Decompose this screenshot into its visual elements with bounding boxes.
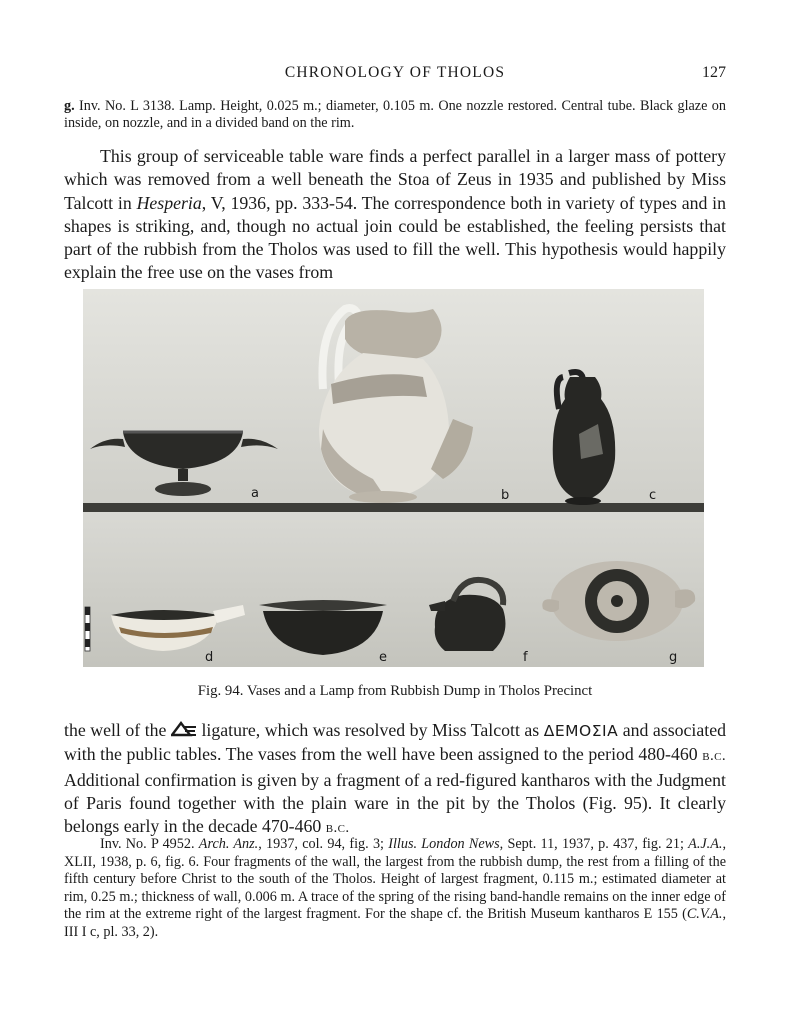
entry-text: Inv. No. L 3138. Lamp. Height, 0.025 m.; diameter, 0.105 m. One nozzle restored. Central tube. Black glaze on inside, on nozzle, and in a divided band on the rim. (64, 98, 726, 132)
figure-caption: Fig. 94. Vases and a Lamp from Rubbish Dump in Tholos Precinct (197, 683, 593, 699)
figure-photo (83, 289, 704, 667)
paragraph-2-text-d: Additional confirmation is given by a fragment of a red-figured kantharos with the Judgment of Paris found together with the plain ware in the pit by the Tholos (Fig. 95). It clearly belongs early in the decade 470-460 (64, 769, 726, 837)
journal-title: Hesperia (136, 192, 202, 213)
ligature-icon (171, 721, 197, 737)
paragraph-1 (64, 145, 726, 285)
running-title: CHRONOLOGY OF THOLOS (284, 64, 506, 81)
entry-label: g. (64, 98, 75, 114)
label-c: c (649, 488, 657, 503)
paragraph-2-text: the well of the (64, 720, 171, 740)
shelf-edge (83, 503, 704, 512)
paragraph-1-text-cont: , V, 1936, pp. 333-54. The correspondence both in variety of types and in shapes is striking, and, though no actual join could be established, the feeling persists that part of the rubbish from the Tholos was used to fill the well. This hypothesis would happily explain the free use on the vases from (64, 192, 727, 283)
label-d: d (205, 650, 214, 665)
label-f: f (523, 650, 528, 665)
label-g: g (669, 650, 678, 665)
label-b: b (501, 488, 510, 503)
citation-cva: C.V.A. (686, 906, 723, 923)
label-e: e (379, 650, 387, 665)
paragraph-2-text-b: ligature, which was resolved by Miss Talcott as (196, 720, 544, 740)
paragraph-1-text: This group of serviceable table ware finds a perfect parallel in a larger mass of pottery which was removed from a well beneath the Stoa of Zeus in 1935 and published by Miss Talcott in (64, 146, 726, 213)
footnote: Inv. No. P 4952. Arch. Anz., 1937, col. 94, fig. 3; Illus. London News, Sept. 11, 1937, p. 437, fig. 21; A.J.A., XLII, 1938, p. 6, fig. 6. Four fragments of the wall, the largest from the rubbish dump, the rest from a filling of the fifth century before Christ to the south of the Tholos. Height of largest fragment, 0.115 m.; estimated diameter at rim, 0.25 m.; thickness of wall, 0.006 m. A trace of the spring of the rising band-handle remains on the inner edge of the rim at the extreme right of the largest fragment. For the shape cf. the British Museum kantharos E 155 (C.V.A., III I c, pl. 33, 2). (64, 836, 726, 940)
citation-arch-anz: Arch. Anz. (198, 836, 259, 852)
page-number: 127 (702, 64, 726, 81)
era-abbrev: b.c. (702, 748, 726, 765)
paragraph-2-text-c: and associated with the public tables. The vases from the well have been assigned to the period 480-460 (64, 720, 726, 765)
citation-aja: A.J.A. (688, 836, 723, 852)
greek-word: ΔΕΜΟΣΙΑ (543, 722, 619, 740)
paragraph-2 (64, 719, 726, 840)
era-abbrev-2: b.c. (325, 820, 350, 837)
scale-bar (85, 607, 90, 651)
running-head (64, 64, 726, 86)
citation-illus-london-news: Illus. London News (388, 836, 500, 852)
vases-photograph (83, 289, 704, 667)
label-a: a (251, 486, 259, 501)
catalogue-entry-g (64, 98, 726, 133)
